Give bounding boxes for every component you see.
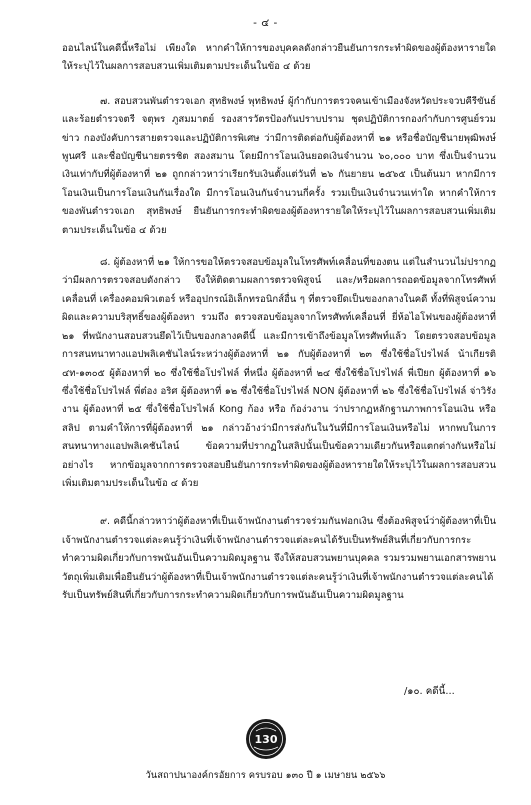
footer bbox=[0, 718, 531, 798]
footer-text: วันสถาปนาองค์กรอัยการ ครบรอบ ๑๓๐ ปี ๑ เมษายน ๒๕๖๖ bbox=[145, 770, 386, 781]
paragraph-continuation: ออนไลน์ในคดีนี้หรือไม่ เพียงใด หากคำให้การของบุคคลดังกล่าวยืนยันการกระทำผิดของผู้ต้องหารายใด ให้ระบุไว้ในผลการสอบสวนเพิ่มเติมตามประเด็นในข้อ ๔ ด้วย bbox=[62, 43, 496, 73]
continuation-marker: /๑๐. คดีนี้... bbox=[404, 686, 455, 697]
paragraph-item-7: ๗. สอบสวนพันตำรวจเอก สุทธิพงษ์ พุทธิพงษ์ ผู้กำกับการตรวจคนเข้าเมืองจังหวัดประจวบคีรีขันธ์ และร้อยตำรวจตรี จตุพร ภูสมมาตย์ รองสารวัตรป้องกันปราบปราม ชุดปฏิบัติการกองกำกับการศูนย์รวมข่าว กองบังคับการสายตรวจและปฏิบัติการพิเศษ ว่ามีการติดต่อกับผู้ต้องหาที่ ๒๑ หรือชื่อบัญชีนายพุฒิพงษ์ พูนศรี และชื่อบัญชีนายตรรชิต สองสมาน โดยมีการโอนเงินยอดเงินจำนวน ๖๐,๐๐๐ บาท ซึ่งเป็นจำนวนเงินเท่ากับที่ผู้ต้องหาที่ ๒๑ ถูกกล่าวหาว่าเรียกรับเงินตั้งแต่วันที่ ๒๖ กันยายน ๒๕๖๕ เป็นต้นมา หากมีการโอนเงินเป็นการโอนเงินกันเรื่องใด มีการโอนเงินกันจำนวนกี่ครั้ง รวมเป็นเงินจำนวนเท่าใด หากคำให้การของพันตำรวจเอก สุทธิพงษ์ ยืนยันการกระทำผิดของผู้ต้องหารายใดให้ระบุไว้ในผลการสอบสวนเพิ่มเติมตามประเด็นในข้อ ๔ ด้วย bbox=[62, 95, 496, 236]
anniversary-seal-icon bbox=[245, 718, 287, 760]
seal-number: 130 bbox=[254, 733, 278, 746]
document-body bbox=[62, 40, 496, 605]
paragraph-item-9: ๙. คดีนี้กล่าวหาว่าผู้ต้องหาที่เป็นเจ้าพนักงานตำรวจร่วมกันฟอกเงิน ซึ่งต้องพิสูจน์ว่าผู้ต้องหาที่เป็นเจ้าพนักงานตำรวจแต่ละคนรู้ว่าเงินที่เจ้าพนักงานตำรวจแต่ละคนได้รับเป็นทรัพย์สินที่เกี่ยวกับการกระทำความผิดเกี่ยวกับการพนันอันเป็นความผิดมูลฐาน จึงให้สอบสวนพยานบุคคล รวมรวมพยานเอกสารพยานวัตถุเพิ่มเติมเพื่อยืนยันว่าผู้ต้องหาที่เป็นเจ้าพนักงานตำรวจแต่ละคนรู้ว่าเงินที่เจ้าพนักงานตำรวจแต่ละคนได้รับเป็นทรัพย์สินที่เกี่ยวกับการกระทำความผิดเกี่ยวกับการพนันอันเป็นความผิดมูลฐาน bbox=[62, 516, 496, 601]
page-number: - ๔ - bbox=[253, 17, 278, 29]
paragraph-item-8: ๘. ผู้ต้องหาที่ ๒๑ ให้การขอให้ตรวจสอบข้อมูลในโทรศัพท์เคลื่อนที่ของตน แต่ในสำนวนไม่ปรากฏว่ามีผลการตรวจสอบดังกล่าว จึงให้ติดตามผลการตรวจพิสูจน์ และ/หรือผลการถอดข้อมูลจากโทรศัพท์เคลื่อนที่ เครื่องคอมพิวเตอร์ หรืออุปกรณ์อิเล็กทรอนิกส์อื่น ๆ ที่ตรวจยึดเป็นของกลางในคดี ทั้งที่พิสูจน์ความผิดและความบริสุทธิ์ของผู้ต้องหา รวมถึง ตรวจสอบข้อมูลจากโทรศัพท์เคลื่อนที่ ยี่ห้อไอโฟนของผู้ต้องหาที่ ๒๑ ที่พนักงานสอบสวนยึดไว้เป็นของกลางคดีนี้ และมีการเข้าถึงข้อมูลโทรศัพท์แล้ว โดยตรวจสอบข้อมูลการสนทนาทางแอปพลิเคชันไลน์ระหว่างผู้ต้องหาที่ ๒๑ กับผู้ต้องหาที่ ๒๓ ซึ่งใช้ชื่อโปรไฟล์ น้าเกียรติ ๔ท-๑๓๐๕ ผู้ต้องหาที่ ๒๐ ซึ่งใช้ชื่อโปรไฟล์ ที่หนึ่ง ผู้ต้องหาที่ ๒๔ ซึ่งใช้ชื่อโปรไฟล์ พี่เปียก ผู้ต้องหาที่ ๑๖ ซึ่งใช้ชื่อโปรไฟล์ พี่ต๋อง อริศ ผู้ต้องหาที่ ๑๒ ซึ่งใช้ชื่อโปรไฟล์ NON ผู้ต้องหาที่ ๒๖ ซึ่งใช้ชื่อโปรไฟล์ จ่าวิรังงาน ผู้ต้องหาที่ ๒๕ ซึ่งใช้ชื่อโปรไฟล์ Kong ก้อง หรือ ก้อง่วงาน ว่าปรากฏหลักฐานภาพการโอนเงิน หรือสลิป ตามคำให้การที่ผู้ต้องหาที่ ๒๑ กล่าวอ้างว่ามีการส่งกันในวันที่มีการโอนเงินหรือไม่ หากพบในการสนทนาทางแอปพลิเคชันไลน์ ข้อความที่ปรากฏในสลิปนั้นเป็นข้อความเดียวกันหรือแตกต่างกันหรือไม่ อย่างไร หากข้อมูลจากการตรวจสอบยืนยันการกระทำผิดของผู้ต้องหารายใดให้ระบุไว้ในผลการสอบสวนเพิ่มเติมตามประเด็นในข้อ ๔ ด้วย bbox=[62, 257, 496, 489]
